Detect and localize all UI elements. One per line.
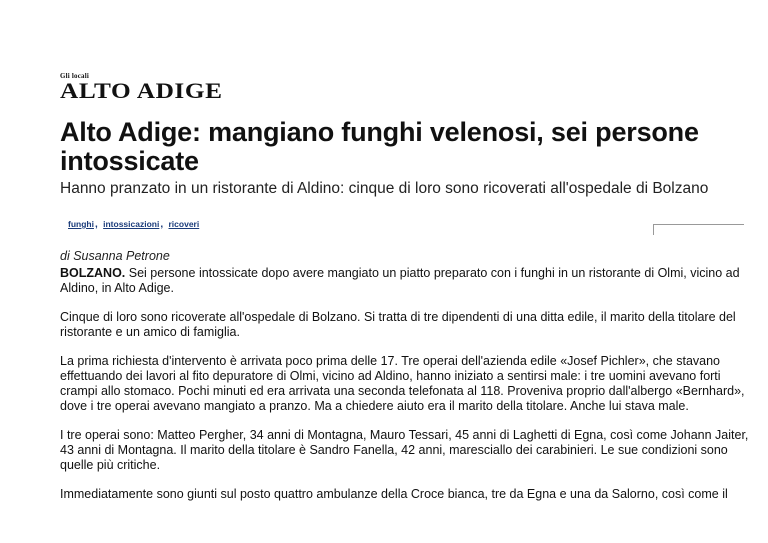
tag-link-ricoveri[interactable]: ricoveri [168, 219, 200, 229]
paragraph-5: Immediatamente sono giunti sul posto quattro ambulanze della Croce bianca, tre da Egna e una da Salorno, così come il [60, 487, 728, 501]
logo-tagline: Gli locali [60, 72, 90, 80]
article-subtitle: Hanno pranzato in un ristorante di Aldino: cinque di loro sono ricoverati all'ospedale di Bolzano [60, 180, 709, 197]
paragraph-1-text: Sei persone intossicate dopo avere mangiato un piatto preparato con i funghi in un ristorante di Olmi, vicino ad Aldino, in Alto Adige. [60, 266, 740, 295]
paragraph-3: La prima richiesta d'intervento è arrivata poco prima delle 17. Tre operai dell'azienda edile «Josef Pichler», che stavano effettuando dei lavori al fito depuratore di Olmi, vicino ad Aldino, hanno iniziato a sentirsi male: i tre uomini avevano forti crampi allo stomaco. Pochi minuti ed era arrivata una seconda telefonata al 118. Proveniva proprio dall'albergo «Bernhard», dove i tre operai avevano mangiato a pranzo. Ma a chiedere aiuto era il marito della titolare. Anche lui stava male. [60, 354, 745, 413]
sidebar-box-corner [653, 224, 744, 235]
paragraph-2: Cinque di loro sono ricoverate all'ospedale di Bolzano. Si tratta di tre dipendenti di una ditta edile, il marito della titolare del ristorante e un amico di famiglia. [60, 310, 736, 339]
tag-separator: , [94, 219, 98, 230]
article-body [60, 266, 750, 516]
logo-text: ALTO ADIGE [60, 78, 223, 103]
article-byline: di Susanna Petrone [60, 249, 170, 263]
tag-list [68, 219, 199, 230]
dateline: BOLZANO. [60, 266, 126, 280]
paragraph-1 [60, 266, 750, 296]
tag-separator: , [160, 219, 164, 230]
article-title: Alto Adige: mangiano funghi velenosi, sei persone intossicate [60, 117, 699, 176]
paragraph-4: I tre operai sono: Matteo Pergher, 34 anni di Montagna, Mauro Tessari, 45 anni di Laghetti di Egna, così come Johann Jaiter, 43 anni di Montagna. Il marito della titolare è Sandro Fanella, 42 anni, maresciallo dei carabinieri. Le sue condizioni sono quelle più critiche. [60, 428, 749, 472]
tag-link-funghi[interactable]: funghi [68, 219, 94, 229]
tag-link-intossicazioni[interactable]: intossicazioni [103, 219, 160, 229]
newspaper-logo[interactable] [60, 72, 238, 102]
